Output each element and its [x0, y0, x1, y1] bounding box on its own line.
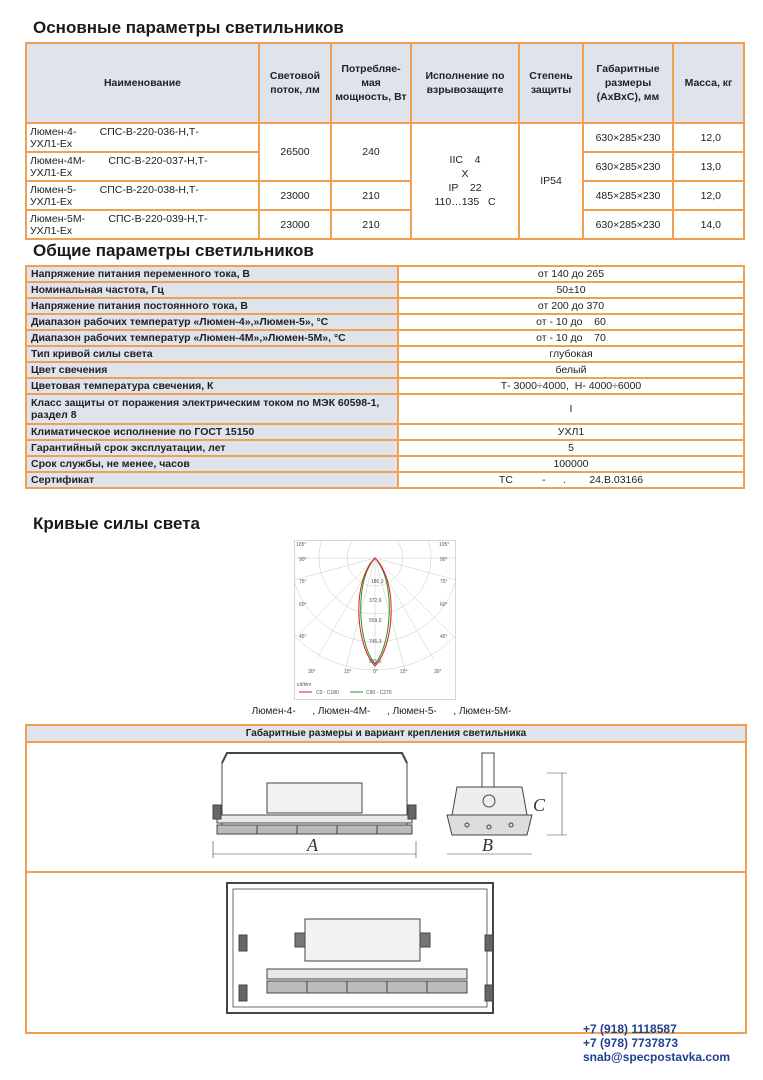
main-params-table: [25, 42, 745, 240]
explosion-cell: IIC 4 X IP 22 110…135 C: [411, 123, 519, 239]
email-link[interactable]: snab@specpostavka.com: [583, 1050, 731, 1064]
row-mass: 14,0: [673, 210, 744, 239]
general-params-table: [25, 265, 745, 489]
radius-label: 931,6: [369, 659, 382, 665]
header-size: Габаритные размеры (АхВхС), мм: [583, 43, 673, 123]
row-name: Люмен-5М- СПС-В-220-039-Н,Т- УХЛ1-Ех: [26, 210, 259, 239]
legend-label-c0: C0 - C180: [316, 690, 339, 696]
radius-label: 559,0: [369, 618, 382, 624]
row-mass: 13,0: [673, 152, 744, 181]
param-key: Напряжение питания постоянного тока, В: [26, 298, 398, 314]
row-mass: 12,0: [673, 181, 744, 210]
header-mass: Масса, кг: [673, 43, 744, 123]
param-value: белый: [398, 362, 744, 378]
param-key: Номинальная частота, Гц: [26, 282, 398, 298]
row-name: Люмен-5- СПС-В-220-038-Н,Т- УХЛ1-Ех: [26, 181, 259, 210]
header-power: Потребляе-мая мощность, Вт: [331, 43, 411, 123]
param-key: Тип кривой силы света: [26, 346, 398, 362]
angle-label-right: 15°: [400, 669, 408, 675]
row-flux: 23000: [259, 210, 331, 239]
param-value: УХЛ1: [398, 424, 744, 440]
param-key: Гарантийный срок эксплуатации, лет: [26, 440, 398, 456]
param-key: Климатическое исполнение по ГОСТ 15150: [26, 424, 398, 440]
radius-label: 745,3: [369, 639, 382, 645]
angle-label-left: 90°: [299, 557, 307, 563]
angle-label-left: 60°: [299, 602, 307, 608]
section-title-main-params: Основные параметры светильников: [33, 18, 344, 37]
dimension-label-b: B: [482, 835, 493, 855]
angle-label-right: 90°: [440, 557, 448, 563]
row-power: 210: [331, 210, 411, 239]
header-protection: Степень защиты: [519, 43, 583, 123]
header-flux: Световой поток, лм: [259, 43, 331, 123]
param-value: 50±10: [398, 282, 744, 298]
dimension-label-c: C: [533, 795, 546, 815]
param-value: I: [398, 394, 744, 424]
param-value: Т- 3000÷4000, Н- 4000÷6000: [398, 378, 744, 394]
angle-label-left: 15°: [344, 669, 352, 675]
legend-label-c90: C90 - C270: [366, 690, 392, 696]
polar-diagram: [294, 540, 456, 700]
curves-caption: Люмен-4- , Люмен-4М- , Люмен-5- , Люмен-5М-: [251, 706, 512, 717]
angle-label-left: 105°: [296, 542, 307, 548]
phone-2[interactable]: +7 (978) 7737873: [583, 1036, 679, 1050]
param-value: от - 10 до 70: [398, 330, 744, 346]
row-size: 485×285×230: [583, 181, 673, 210]
radius-label: 372,6: [369, 598, 382, 604]
row-flux: 26500: [259, 123, 331, 181]
param-value: от 200 до 370: [398, 298, 744, 314]
angle-label-right: 45°: [440, 634, 448, 640]
row-flux: 23000: [259, 181, 331, 210]
dimensions-panel: [25, 724, 747, 1034]
phone-1[interactable]: +7 (918) 1118587: [583, 1022, 677, 1036]
row-power: 210: [331, 181, 411, 210]
protection-cell: IP54: [519, 123, 583, 239]
angle-label-right: 105°: [439, 542, 450, 548]
param-value: глубокая: [398, 346, 744, 362]
unit-label: cd/klm: [297, 682, 312, 688]
param-key: Диапазон рабочих температур «Люмен-4»,»Люмен-5», °С: [26, 314, 398, 330]
angle-label-left: 75°: [299, 579, 307, 585]
param-value: 5: [398, 440, 744, 456]
param-value: 100000: [398, 456, 744, 472]
param-key: Цвет свечения: [26, 362, 398, 378]
angle-label-right: 30°: [434, 669, 442, 675]
angle-label-right: 75°: [440, 579, 448, 585]
luminaire-drawing-front-side: [27, 743, 745, 871]
luminaire-drawing-mount: [27, 873, 745, 1032]
row-size: 630×285×230: [583, 210, 673, 239]
radius-label: 186,3: [371, 579, 384, 585]
section-title-curves: Кривые силы света: [33, 514, 200, 533]
param-value: от 140 до 265: [398, 266, 744, 282]
row-name: Люмен-4- СПС-В-220-036-Н,Т- УХЛ1-Ех: [26, 123, 259, 152]
param-value: от - 10 до 60: [398, 314, 744, 330]
angle-label-right: 60°: [440, 602, 448, 608]
row-size: 630×285×230: [583, 152, 673, 181]
param-key: Цветовая температура свечения, К: [26, 378, 398, 394]
dimensions-drawing-top: [27, 743, 745, 873]
dimension-label-a: A: [307, 835, 318, 855]
header-name: Наименование: [26, 43, 259, 123]
param-value: ТС - . 24.В.03166: [398, 472, 744, 488]
row-mass: 12,0: [673, 123, 744, 152]
angle-label-center: 0°: [373, 669, 378, 675]
dimensions-title: Габаритные размеры и вариант крепления светильника: [27, 726, 745, 743]
param-key: Напряжение питания переменного тока, В: [26, 266, 398, 282]
row-name: Люмен-4М- СПС-В-220-037-Н,Т- УХЛ1-Ех: [26, 152, 259, 181]
param-key: Срок службы, не менее, часов: [26, 456, 398, 472]
section-title-general-params: Общие параметры светильников: [33, 241, 314, 260]
param-key: Диапазон рабочих температур «Люмен-4М»,»Люмен-5М», °С: [26, 330, 398, 346]
param-key: Класс защиты от поражения электрическим током по МЭК 60598-1, раздел 8: [26, 394, 398, 424]
angle-label-left: 45°: [299, 634, 307, 640]
dimensions-drawing-bottom: [27, 873, 745, 1032]
row-power: 240: [331, 123, 411, 181]
row-size: 630×285×230: [583, 123, 673, 152]
header-explosion: Исполнение по взрывозащите: [411, 43, 519, 123]
param-key: Сертификат: [26, 472, 398, 488]
angle-label-left: 30°: [308, 669, 316, 675]
contacts-block: [583, 1022, 730, 1064]
